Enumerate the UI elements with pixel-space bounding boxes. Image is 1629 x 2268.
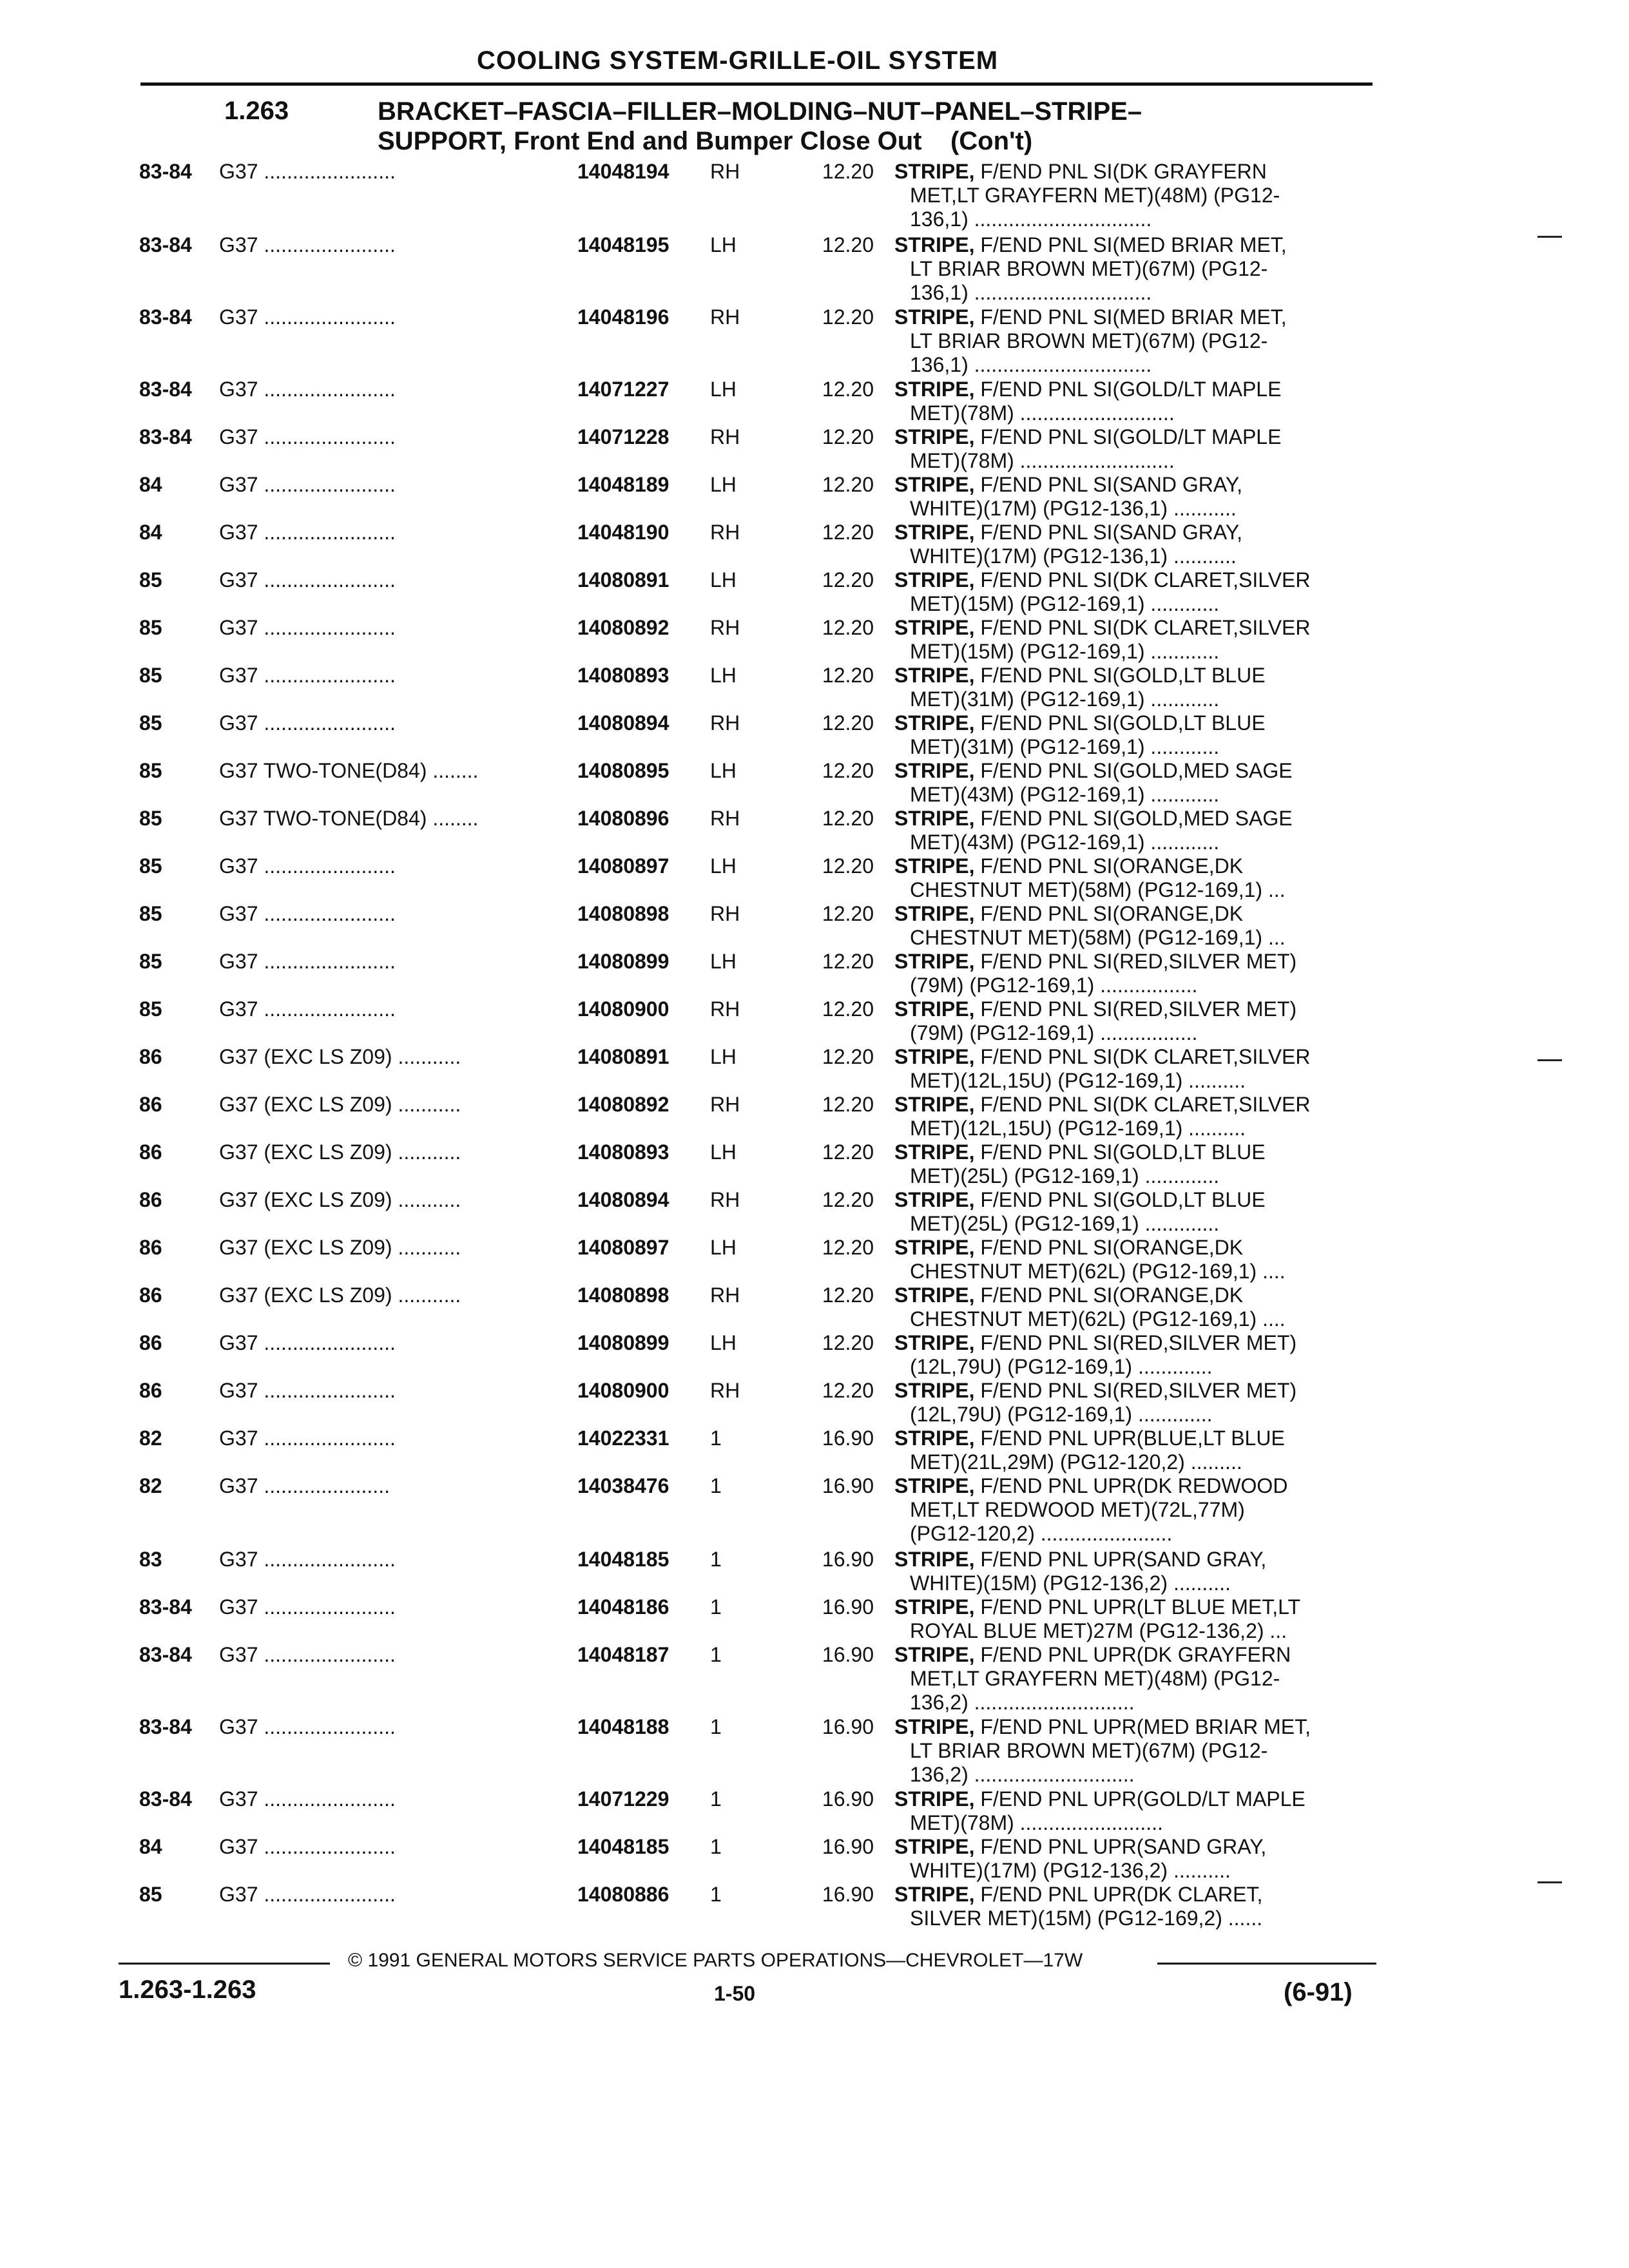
description-line: CHESTNUT MET)(58M) (PG12-169,1) ...	[910, 878, 1286, 901]
description-cell	[894, 1093, 1371, 1140]
part-number-cell: 14048185	[577, 1548, 670, 1571]
qty-cell: 1	[710, 1643, 722, 1666]
year-cell: 83-84	[139, 233, 192, 256]
part-number-cell: 14071227	[577, 378, 670, 401]
price-cell: 12.20	[822, 1188, 874, 1211]
price-cell: 12.20	[822, 160, 874, 183]
price-cell: 16.90	[822, 1427, 874, 1450]
part-number-cell: 14048189	[577, 473, 670, 496]
part-number-cell: 14048194	[577, 160, 670, 183]
description-line: STRIPE, F/END PNL UPR(SAND GRAY,	[894, 1548, 1267, 1571]
model-cell: G37 .......................	[219, 305, 396, 329]
description-line: STRIPE, F/END PNL SI(DK CLARET,SILVER	[894, 616, 1311, 639]
qty-cell: RH	[710, 160, 740, 183]
description-line: STRIPE, F/END PNL SI(DK GRAYFERN	[894, 160, 1267, 183]
description-cell	[894, 1787, 1371, 1835]
year-cell: 82	[139, 1474, 162, 1497]
price-cell: 12.20	[822, 233, 874, 256]
page-header-title: COOLING SYSTEM-GRILLE-OIL SYSTEM	[477, 46, 999, 75]
qty-cell: LH	[710, 950, 737, 973]
price-cell: 12.20	[822, 807, 874, 830]
model-cell: G37 .......................	[219, 425, 396, 448]
price-cell: 12.20	[822, 568, 874, 591]
footer-rule-right	[1157, 1963, 1376, 1965]
qty-cell: 1	[710, 1595, 722, 1619]
part-number-cell: 14048196	[577, 305, 670, 329]
part-number-cell: 14080894	[577, 1188, 670, 1211]
qty-cell: LH	[710, 1045, 737, 1068]
description-line: 136,1) ...............................	[910, 281, 1152, 304]
margin-mark	[1537, 1059, 1562, 1061]
description-line: MET)(12L,15U) (PG12-169,1) ..........	[910, 1117, 1246, 1140]
description-line: STRIPE, F/END PNL UPR(GOLD/LT MAPLE	[894, 1787, 1306, 1811]
model-cell: G37 .......................	[219, 1427, 396, 1450]
margin-mark	[1537, 236, 1562, 238]
qty-cell: RH	[710, 807, 740, 830]
qty-cell: LH	[710, 473, 737, 496]
description-cell	[894, 305, 1371, 377]
description-line: MET)(43M) (PG12-169,1) ............	[910, 831, 1220, 854]
description-line: LT BRIAR BROWN MET)(67M) (PG12-	[910, 1739, 1268, 1762]
description-line: STRIPE, F/END PNL SI(RED,SILVER MET)	[894, 997, 1297, 1021]
year-cell: 83-84	[139, 425, 192, 448]
description-line: MET)(78M) ...........................	[910, 449, 1175, 472]
description-cell	[894, 664, 1371, 711]
description-line: ROYAL BLUE MET)27M (PG12-136,2) ...	[910, 1619, 1287, 1642]
qty-cell: RH	[710, 711, 740, 735]
price-cell: 12.20	[822, 1093, 874, 1116]
model-cell: G37 .......................	[219, 1883, 396, 1906]
model-cell: G37 (EXC LS Z09) ...........	[219, 1140, 461, 1164]
description-line: STRIPE, F/END PNL SI(GOLD/LT MAPLE	[894, 378, 1282, 401]
part-number-cell: 14080898	[577, 902, 670, 925]
model-cell: G37 .......................	[219, 950, 396, 973]
description-line: CHESTNUT MET)(62L) (PG12-169,1) ....	[910, 1307, 1286, 1331]
year-cell: 85	[139, 664, 162, 687]
year-cell: 86	[139, 1140, 162, 1164]
description-cell	[894, 1283, 1371, 1331]
description-line: STRIPE, F/END PNL SI(GOLD,LT BLUE	[894, 1140, 1266, 1164]
description-line: STRIPE, F/END PNL SI(ORANGE,DK	[894, 1236, 1244, 1259]
description-line: STRIPE, F/END PNL SI(RED,SILVER MET)	[894, 1331, 1297, 1354]
description-cell	[894, 233, 1371, 305]
model-cell: G37 .......................	[219, 1787, 396, 1811]
year-cell: 86	[139, 1331, 162, 1354]
qty-cell: 1	[710, 1715, 722, 1738]
description-line: MET)(15M) (PG12-169,1) ............	[910, 640, 1220, 663]
qty-cell: LH	[710, 1236, 737, 1259]
model-cell: G37 .......................	[219, 1835, 396, 1858]
description-line: STRIPE, F/END PNL SI(RED,SILVER MET)	[894, 1379, 1297, 1402]
qty-cell: RH	[710, 1093, 740, 1116]
part-number-cell: 14038476	[577, 1474, 670, 1497]
price-cell: 16.90	[822, 1835, 874, 1858]
description-cell	[894, 997, 1371, 1045]
price-cell: 16.90	[822, 1548, 874, 1571]
year-cell: 84	[139, 521, 162, 544]
margin-mark	[1537, 1881, 1562, 1883]
model-cell: G37 (EXC LS Z09) ...........	[219, 1283, 461, 1307]
year-cell: 83-84	[139, 1787, 192, 1811]
model-cell: G37 .......................	[219, 521, 396, 544]
description-cell	[894, 807, 1371, 854]
description-line: STRIPE, F/END PNL SI(GOLD,MED SAGE	[894, 759, 1293, 782]
description-cell	[894, 1595, 1371, 1643]
qty-cell: 1	[710, 1787, 722, 1811]
price-cell: 12.20	[822, 473, 874, 496]
description-line: STRIPE, F/END PNL SI(GOLD,LT BLUE	[894, 1188, 1266, 1211]
year-cell: 85	[139, 997, 162, 1021]
year-cell: 83-84	[139, 378, 192, 401]
description-line: WHITE)(17M) (PG12-136,2) ..........	[910, 1859, 1231, 1882]
description-line: STRIPE, F/END PNL SI(GOLD,LT BLUE	[894, 664, 1266, 687]
year-cell: 83-84	[139, 1643, 192, 1666]
description-line: MET)(31M) (PG12-169,1) ............	[910, 687, 1220, 711]
part-number-cell: 14080893	[577, 664, 670, 687]
part-number-cell: 14080891	[577, 568, 670, 591]
description-line: STRIPE, F/END PNL SI(SAND GRAY,	[894, 521, 1242, 544]
part-number-cell: 14048195	[577, 233, 670, 256]
qty-cell: RH	[710, 521, 740, 544]
footer-date: (6-91)	[1284, 1978, 1353, 2006]
description-cell	[894, 759, 1371, 807]
qty-cell: LH	[710, 378, 737, 401]
part-number-cell: 14048186	[577, 1595, 670, 1619]
description-line: (12L,79U) (PG12-169,1) .............	[910, 1355, 1213, 1378]
description-line: STRIPE, F/END PNL SI(DK CLARET,SILVER	[894, 568, 1311, 591]
model-cell: G37 .......................	[219, 664, 396, 687]
footer-copyright: © 1991 GENERAL MOTORS SERVICE PARTS OPERATIONS—CHEVROLET—17W	[348, 1950, 1083, 1971]
part-number-cell: 14080899	[577, 1331, 670, 1354]
description-line: STRIPE, F/END PNL UPR(BLUE,LT BLUE	[894, 1427, 1285, 1450]
description-line: STRIPE, F/END PNL SI(DK CLARET,SILVER	[894, 1045, 1311, 1068]
qty-cell: RH	[710, 425, 740, 448]
description-line: STRIPE, F/END PNL UPR(DK CLARET,	[894, 1883, 1263, 1906]
description-line: LT BRIAR BROWN MET)(67M) (PG12-	[910, 257, 1268, 280]
model-cell: G37 .......................	[219, 711, 396, 735]
model-cell: G37 .......................	[219, 1331, 396, 1354]
footer-section-range: 1.263-1.263	[119, 1975, 256, 2004]
year-cell: 86	[139, 1379, 162, 1402]
description-cell	[894, 1715, 1371, 1787]
qty-cell: RH	[710, 616, 740, 639]
qty-cell: LH	[710, 1331, 737, 1354]
description-line: MET)(25L) (PG12-169,1) .............	[910, 1164, 1220, 1187]
price-cell: 12.20	[822, 616, 874, 639]
description-line: STRIPE, F/END PNL UPR(SAND GRAY,	[894, 1835, 1267, 1858]
price-cell: 12.20	[822, 759, 874, 782]
model-cell: G37 .......................	[219, 160, 396, 183]
price-cell: 16.90	[822, 1715, 874, 1738]
year-cell: 84	[139, 473, 162, 496]
part-number-cell: 14080892	[577, 1093, 670, 1116]
part-number-cell: 14080897	[577, 1236, 670, 1259]
description-line: CHESTNUT MET)(62L) (PG12-169,1) ....	[910, 1260, 1286, 1283]
description-line: SILVER MET)(15M) (PG12-169,2) ......	[910, 1907, 1263, 1930]
qty-cell: LH	[710, 1140, 737, 1164]
part-number-cell: 14080896	[577, 807, 670, 830]
year-cell: 86	[139, 1236, 162, 1259]
price-cell: 12.20	[822, 950, 874, 973]
description-line: MET)(21L,29M) (PG12-120,2) .........	[910, 1450, 1242, 1474]
description-line: (PG12-120,2) .......................	[910, 1522, 1173, 1545]
part-number-cell: 14080893	[577, 1140, 670, 1164]
model-cell: G37 (EXC LS Z09) ...........	[219, 1045, 461, 1068]
year-cell: 85	[139, 711, 162, 735]
model-cell: G37 .......................	[219, 854, 396, 878]
description-cell	[894, 1835, 1371, 1883]
year-cell: 83-84	[139, 160, 192, 183]
description-line: 136,2) ............................	[910, 1691, 1135, 1714]
part-number-cell: 14048190	[577, 521, 670, 544]
qty-cell: RH	[710, 1283, 740, 1307]
year-cell: 86	[139, 1188, 162, 1211]
price-cell: 16.90	[822, 1595, 874, 1619]
model-cell: G37 (EXC LS Z09) ...........	[219, 1188, 461, 1211]
description-cell	[894, 425, 1371, 473]
description-line: LT BRIAR BROWN MET)(67M) (PG12-	[910, 329, 1268, 352]
description-cell	[894, 378, 1371, 425]
description-cell	[894, 1045, 1371, 1093]
qty-cell: 1	[710, 1883, 722, 1906]
part-number-cell: 14080891	[577, 1045, 670, 1068]
model-cell: G37 .......................	[219, 233, 396, 256]
description-line: (79M) (PG12-169,1) .................	[910, 974, 1198, 997]
price-cell: 12.20	[822, 1140, 874, 1164]
part-number-cell: 14048187	[577, 1643, 670, 1666]
description-line: (12L,79U) (PG12-169,1) .............	[910, 1403, 1213, 1426]
price-cell: 12.20	[822, 1045, 874, 1068]
description-line: MET)(15M) (PG12-169,1) ............	[910, 592, 1220, 615]
description-cell	[894, 902, 1371, 950]
description-cell	[894, 521, 1371, 568]
description-line: STRIPE, F/END PNL SI(GOLD,MED SAGE	[894, 807, 1293, 830]
description-line: MET)(78M) ...........................	[910, 401, 1175, 425]
year-cell: 86	[139, 1093, 162, 1116]
model-cell: G37 .......................	[219, 1379, 396, 1402]
price-cell: 12.20	[822, 521, 874, 544]
year-cell: 82	[139, 1427, 162, 1450]
description-line: MET)(31M) (PG12-169,1) ............	[910, 735, 1220, 758]
description-line: MET)(12L,15U) (PG12-169,1) ..........	[910, 1069, 1246, 1092]
qty-cell: RH	[710, 1379, 740, 1402]
model-cell: G37 (EXC LS Z09) ...........	[219, 1236, 461, 1259]
section-number: 1.263	[224, 97, 289, 125]
description-cell	[894, 1883, 1371, 1930]
description-line: 136,1) ...............................	[910, 207, 1152, 231]
model-cell: G37 .......................	[219, 1715, 396, 1738]
model-cell: G37 .......................	[219, 1643, 396, 1666]
description-line: STRIPE, F/END PNL SI(ORANGE,DK	[894, 854, 1244, 878]
description-line: STRIPE, F/END PNL SI(GOLD,LT BLUE	[894, 711, 1266, 735]
year-cell: 85	[139, 854, 162, 878]
part-number-cell: 14080886	[577, 1883, 670, 1906]
part-number-cell: 14080899	[577, 950, 670, 973]
description-cell	[894, 1140, 1371, 1188]
section-title-line2: SUPPORT, Front End and Bumper Close Out (Con't)	[378, 127, 1033, 155]
qty-cell: RH	[710, 305, 740, 329]
part-number-cell: 14080898	[577, 1283, 670, 1307]
qty-cell: LH	[710, 664, 737, 687]
description-cell	[894, 1331, 1371, 1379]
qty-cell: LH	[710, 759, 737, 782]
year-cell: 86	[139, 1283, 162, 1307]
description-cell	[894, 1379, 1371, 1427]
description-line: STRIPE, F/END PNL SI(ORANGE,DK	[894, 1283, 1244, 1307]
year-cell: 83	[139, 1548, 162, 1571]
qty-cell: LH	[710, 233, 737, 256]
description-line: STRIPE, F/END PNL SI(RED,SILVER MET)	[894, 950, 1297, 973]
year-cell: 85	[139, 1883, 162, 1906]
description-line: STRIPE, F/END PNL UPR(LT BLUE MET,LT	[894, 1595, 1301, 1619]
part-number-cell: 14080900	[577, 1379, 670, 1402]
description-cell	[894, 1236, 1371, 1283]
price-cell: 16.90	[822, 1883, 874, 1906]
price-cell: 12.20	[822, 305, 874, 329]
model-cell: G37 TWO-TONE(D84) ........	[219, 759, 479, 782]
description-line: MET)(78M) .........................	[910, 1811, 1163, 1834]
price-cell: 12.20	[822, 425, 874, 448]
model-cell: G37 .......................	[219, 473, 396, 496]
qty-cell: 1	[710, 1548, 722, 1571]
description-line: STRIPE, F/END PNL SI(MED BRIAR MET,	[894, 233, 1287, 256]
year-cell: 86	[139, 1045, 162, 1068]
qty-cell: 1	[710, 1474, 722, 1497]
description-cell	[894, 854, 1371, 902]
price-cell: 12.20	[822, 1236, 874, 1259]
description-cell	[894, 1474, 1371, 1546]
year-cell: 84	[139, 1835, 162, 1858]
year-cell: 85	[139, 568, 162, 591]
part-number-cell: 14071228	[577, 425, 670, 448]
qty-cell: RH	[710, 1188, 740, 1211]
description-line: STRIPE, F/END PNL SI(GOLD/LT MAPLE	[894, 425, 1282, 448]
year-cell: 85	[139, 616, 162, 639]
part-number-cell: 14022331	[577, 1427, 670, 1450]
description-line: MET,LT REDWOOD MET)(72L,77M)	[910, 1498, 1245, 1521]
description-cell	[894, 1643, 1371, 1715]
price-cell: 12.20	[822, 1331, 874, 1354]
description-line: CHESTNUT MET)(58M) (PG12-169,1) ...	[910, 926, 1286, 949]
description-cell	[894, 711, 1371, 759]
model-cell: G37 .......................	[219, 1595, 396, 1619]
description-line: STRIPE, F/END PNL UPR(DK REDWOOD	[894, 1474, 1288, 1497]
price-cell: 12.20	[822, 1283, 874, 1307]
description-line: 136,1) ...............................	[910, 353, 1152, 376]
description-line: MET,LT GRAYFERN MET)(48M) (PG12-	[910, 1667, 1280, 1690]
description-line: STRIPE, F/END PNL SI(SAND GRAY,	[894, 473, 1242, 496]
part-number-cell: 14080900	[577, 997, 670, 1021]
price-cell: 12.20	[822, 902, 874, 925]
qty-cell: 1	[710, 1835, 722, 1858]
model-cell: G37 .......................	[219, 378, 396, 401]
year-cell: 83-84	[139, 1715, 192, 1738]
description-line: STRIPE, F/END PNL SI(ORANGE,DK	[894, 902, 1244, 925]
description-cell	[894, 473, 1371, 521]
description-line: STRIPE, F/END PNL UPR(DK GRAYFERN	[894, 1643, 1291, 1666]
model-cell: G37 .......................	[219, 997, 396, 1021]
model-cell: G37 ......................	[219, 1474, 390, 1497]
price-cell: 16.90	[822, 1787, 874, 1811]
description-line: STRIPE, F/END PNL SI(MED BRIAR MET,	[894, 305, 1287, 329]
part-number-cell: 14080895	[577, 759, 670, 782]
year-cell: 85	[139, 950, 162, 973]
price-cell: 12.20	[822, 854, 874, 878]
description-line: (79M) (PG12-169,1) .................	[910, 1021, 1198, 1044]
description-line: 136,2) ............................	[910, 1763, 1135, 1786]
description-line: MET)(43M) (PG12-169,1) ............	[910, 783, 1220, 806]
year-cell: 83-84	[139, 305, 192, 329]
price-cell: 12.20	[822, 664, 874, 687]
description-cell	[894, 160, 1371, 231]
part-number-cell: 14071229	[577, 1787, 670, 1811]
year-cell: 85	[139, 807, 162, 830]
price-cell: 16.90	[822, 1474, 874, 1497]
description-line: MET,LT GRAYFERN MET)(48M) (PG12-	[910, 184, 1280, 207]
price-cell: 12.20	[822, 997, 874, 1021]
model-cell: G37 TWO-TONE(D84) ........	[219, 807, 479, 830]
footer-page-number: 1-50	[714, 1982, 756, 2005]
section-title-line1: BRACKET–FASCIA–FILLER–MOLDING–NUT–PANEL–STRIPE–	[378, 97, 1142, 126]
price-cell: 12.20	[822, 711, 874, 735]
part-number-cell: 14080894	[577, 711, 670, 735]
price-cell: 16.90	[822, 1643, 874, 1666]
description-cell	[894, 616, 1371, 664]
description-line: WHITE)(15M) (PG12-136,2) ..........	[910, 1571, 1231, 1595]
description-line: STRIPE, F/END PNL SI(DK CLARET,SILVER	[894, 1093, 1311, 1116]
description-cell	[894, 1548, 1371, 1595]
description-line: WHITE)(17M) (PG12-136,1) ...........	[910, 544, 1237, 568]
qty-cell: RH	[710, 997, 740, 1021]
description-cell	[894, 568, 1371, 616]
model-cell: G37 (EXC LS Z09) ...........	[219, 1093, 461, 1116]
part-number-cell: 14048188	[577, 1715, 670, 1738]
model-cell: G37 .......................	[219, 1548, 396, 1571]
description-cell	[894, 1427, 1371, 1474]
qty-cell: LH	[710, 854, 737, 878]
price-cell: 12.20	[822, 1379, 874, 1402]
year-cell: 85	[139, 902, 162, 925]
description-cell	[894, 950, 1371, 997]
model-cell: G37 .......................	[219, 568, 396, 591]
description-cell	[894, 1188, 1371, 1236]
qty-cell: 1	[710, 1427, 722, 1450]
part-number-cell: 14080897	[577, 854, 670, 878]
part-number-cell: 14080892	[577, 616, 670, 639]
footer-rule-left	[119, 1963, 330, 1965]
part-number-cell: 14048185	[577, 1835, 670, 1858]
model-cell: G37 .......................	[219, 616, 396, 639]
description-line: STRIPE, F/END PNL UPR(MED BRIAR MET,	[894, 1715, 1311, 1738]
price-cell: 12.20	[822, 378, 874, 401]
year-cell: 85	[139, 759, 162, 782]
qty-cell: RH	[710, 902, 740, 925]
year-cell: 83-84	[139, 1595, 192, 1619]
description-line: MET)(25L) (PG12-169,1) .............	[910, 1212, 1220, 1235]
model-cell: G37 .......................	[219, 902, 396, 925]
qty-cell: LH	[710, 568, 737, 591]
description-line: WHITE)(17M) (PG12-136,1) ...........	[910, 497, 1237, 520]
